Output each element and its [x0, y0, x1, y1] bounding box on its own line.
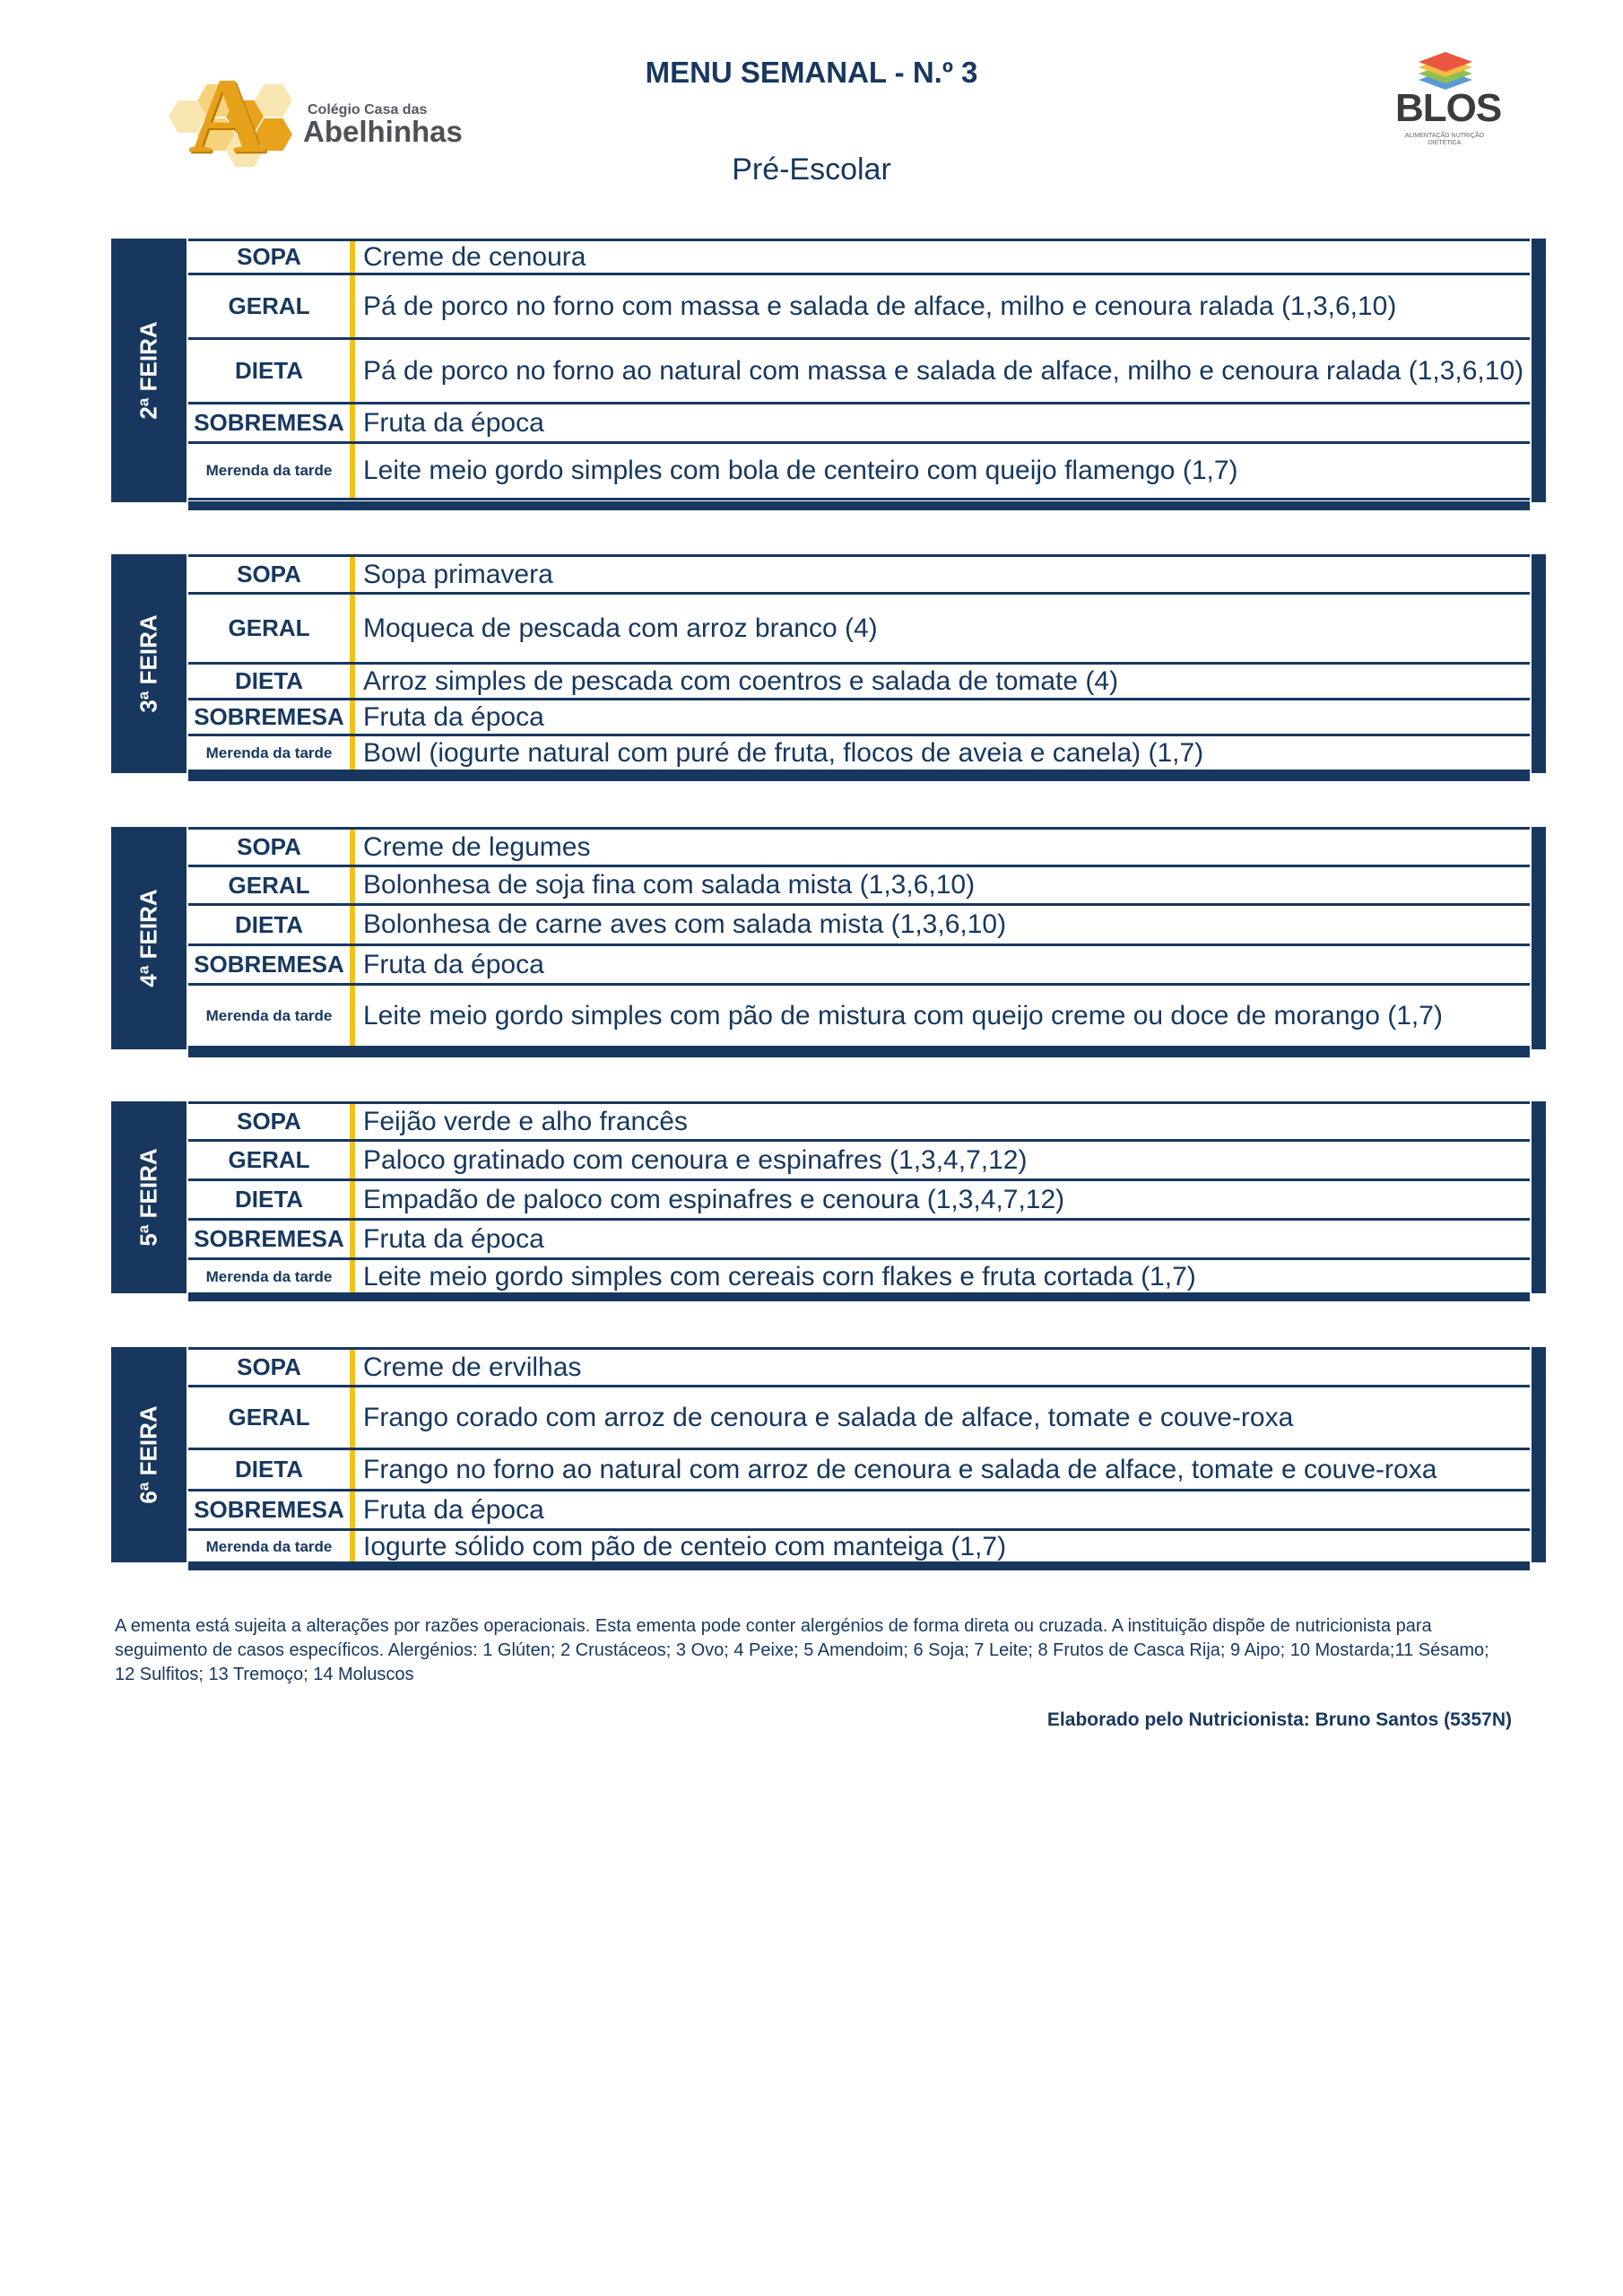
row-geral	[188, 867, 1530, 906]
row-value: Creme de ervilhas	[363, 1352, 582, 1382]
partner-logo	[1395, 52, 1502, 158]
row-value: Empadão de paloco com espinafres e cenoura (1,3,4,7,12)	[363, 1184, 1065, 1214]
menu-table	[188, 239, 1530, 502]
row-value: Fruta da época	[363, 949, 544, 979]
row-geral	[188, 595, 1530, 665]
row-label: Merenda da tarde	[205, 462, 333, 479]
day-label: 6ª FEIRA	[135, 1405, 162, 1504]
row-sopa	[188, 241, 1530, 275]
row-value: Leite meio gordo simples com pão de mistura com queijo creme ou doce de morango (1,7)	[363, 1000, 1443, 1031]
row-label: SOPA	[237, 1353, 301, 1380]
row-label: SOBREMESA	[194, 1225, 344, 1252]
row-dieta	[188, 340, 1530, 404]
day-block-monday	[111, 239, 1546, 502]
row-value: Fruta da época	[363, 407, 544, 438]
row-label: Merenda da tarde	[205, 1537, 333, 1555]
row-label: GERAL	[228, 871, 310, 899]
row-sopa	[188, 830, 1530, 867]
day-block-wednesday	[111, 827, 1546, 1049]
day-band	[111, 554, 187, 773]
day-block-tuesday	[111, 554, 1546, 773]
day-band	[111, 239, 187, 502]
row-label: SOBREMESA	[194, 951, 344, 978]
row-merenda	[188, 736, 1530, 772]
menu-table	[188, 827, 1530, 1049]
menu-table	[188, 1101, 1530, 1293]
row-merenda	[188, 1531, 1530, 1565]
menu-table	[188, 1347, 1530, 1562]
row-label: DIETA	[234, 1456, 304, 1483]
row-merenda	[188, 444, 1530, 500]
row-dieta	[188, 665, 1530, 700]
row-sobremesa	[188, 1492, 1530, 1531]
school-logo-line1: Colégio Casa das	[308, 102, 428, 117]
day-label: 3ª FEIRA	[135, 614, 162, 713]
row-value: Leite meio gordo simples com cereais corn flakes e fruta cortada (1,7)	[363, 1261, 1196, 1292]
row-label: GERAL	[228, 1404, 310, 1431]
row-value: Iogurte sólido com pão de centeio com manteiga (1,7)	[363, 1531, 1007, 1561]
row-sopa	[188, 1104, 1530, 1142]
row-value: Pá de porco no forno ao natural com massa e salada de alface, milho e cenoura ralada (1,3,6,10)	[363, 355, 1524, 386]
row-geral	[188, 1142, 1530, 1181]
row-value: Creme de cenoura	[363, 241, 586, 272]
row-dieta	[188, 1450, 1530, 1492]
row-value: Arroz simples de pescada com coentros e salada de tomate (4)	[363, 665, 1119, 696]
layers-icon	[1419, 52, 1472, 90]
day-band	[111, 827, 187, 1049]
row-value: Bowl (iogurte natural com puré de fruta, flocos de aveia e canela) (1,7)	[363, 737, 1204, 768]
row-value: Fruta da época	[363, 701, 544, 732]
day-label: 4ª FEIRA	[135, 889, 162, 987]
row-sopa	[188, 1350, 1530, 1387]
row-label: SOPA	[237, 1108, 301, 1135]
row-dieta	[188, 906, 1530, 946]
row-value: Pá de porco no forno com massa e salada de alface, milho e cenoura ralada (1,3,6,10)	[363, 291, 1397, 321]
row-value: Fruta da época	[363, 1223, 544, 1254]
row-dieta	[188, 1181, 1530, 1221]
row-label: GERAL	[228, 1146, 310, 1173]
row-label: SOBREMESA	[194, 703, 344, 730]
row-sobremesa	[188, 946, 1530, 986]
honeycomb-icon: A	[169, 66, 303, 165]
row-label: Merenda da tarde	[205, 744, 333, 761]
row-value: Frango no forno ao natural com arroz de cenoura e salada de alface, tomate e couve-roxa	[363, 1454, 1437, 1484]
row-label: GERAL	[228, 614, 310, 641]
row-value: Bolonhesa de soja fina com salada mista (1,3,6,10)	[363, 870, 976, 900]
row-merenda	[188, 986, 1530, 1048]
page-subtitle: Pré-Escolar	[732, 152, 891, 187]
row-value: Creme de legumes	[363, 831, 591, 862]
row-value: Moqueca de pescada com arroz branco (4)	[363, 613, 878, 643]
partner-logo-text: BLOS	[1395, 86, 1502, 130]
row-label: SOPA	[237, 561, 301, 587]
row-value: Paloco gratinado com cenoura e espinafres (1,3,4,7,12)	[363, 1144, 1028, 1175]
nutritionist-signature: Elaborado pelo Nutricionista: Bruno Santos (5357N)	[1046, 1709, 1512, 1730]
row-value: Leite meio gordo simples com bola de centeiro com queijo flamengo (1,7)	[363, 456, 1238, 485]
row-value: Fruta da época	[363, 1494, 544, 1525]
row-value: Frango corado com arroz de cenoura e salada de alface, tomate e couve-roxa	[363, 1402, 1294, 1432]
row-label: DIETA	[234, 667, 304, 694]
day-label: 5ª FEIRA	[135, 1148, 162, 1247]
day-band	[111, 1101, 187, 1293]
day-block-thursday	[111, 1101, 1546, 1293]
row-label: SOBREMESA	[194, 409, 344, 436]
row-label: DIETA	[234, 910, 304, 938]
row-label: Merenda da tarde	[205, 1006, 333, 1024]
partner-logo-subtext: ALIMENTAÇÃO NUTRIÇÃO DIETÉTICA	[1404, 133, 1485, 146]
row-label: SOBREMESA	[194, 1496, 344, 1523]
row-value: Sopa primavera	[363, 559, 553, 589]
row-label: Merenda da tarde	[205, 1267, 333, 1285]
row-geral	[188, 1387, 1530, 1450]
row-label: GERAL	[228, 292, 310, 319]
row-value: Feijão verde e alho francês	[363, 1106, 688, 1136]
school-logo-line2: Abelhinhas	[303, 115, 463, 148]
row-sopa	[188, 557, 1530, 595]
day-band	[111, 1347, 187, 1562]
row-label: DIETA	[234, 1186, 304, 1213]
row-label: SOPA	[237, 243, 301, 270]
row-merenda	[188, 1260, 1530, 1296]
row-sobremesa	[188, 1221, 1530, 1260]
allergen-note: A ementa está sujeita a alterações por razões operacionais. Esta ementa pode conter alergénios de forma direta ou cruzada. A instituição dispõe de nutricionista para seguimento de casos específicos. Alergénios: 1 Glúten; 2 Crustáceos; 3 Ovo; 4 Peixe; 5 Amendoim; 6 Soja; 7 Leite; 8 Frutos de Casca Rija; 9 Aipo; 10 Mostarda;11 Sésamo; 12 Sulfitos; 13 Tremoço; 14 Moluscos	[115, 1616, 1489, 1684]
row-sobremesa	[188, 700, 1530, 736]
page-title: MENU SEMANAL - N.º 3	[645, 56, 978, 89]
day-block-friday	[111, 1347, 1546, 1562]
row-label: SOPA	[237, 833, 301, 860]
day-label: 2ª FEIRA	[135, 321, 162, 420]
row-label: DIETA	[234, 357, 304, 384]
row-value: Bolonhesa de carne aves com salada mista (1,3,6,10)	[363, 909, 1007, 939]
menu-table	[188, 554, 1530, 773]
row-geral	[188, 275, 1530, 340]
row-sobremesa	[188, 404, 1530, 444]
